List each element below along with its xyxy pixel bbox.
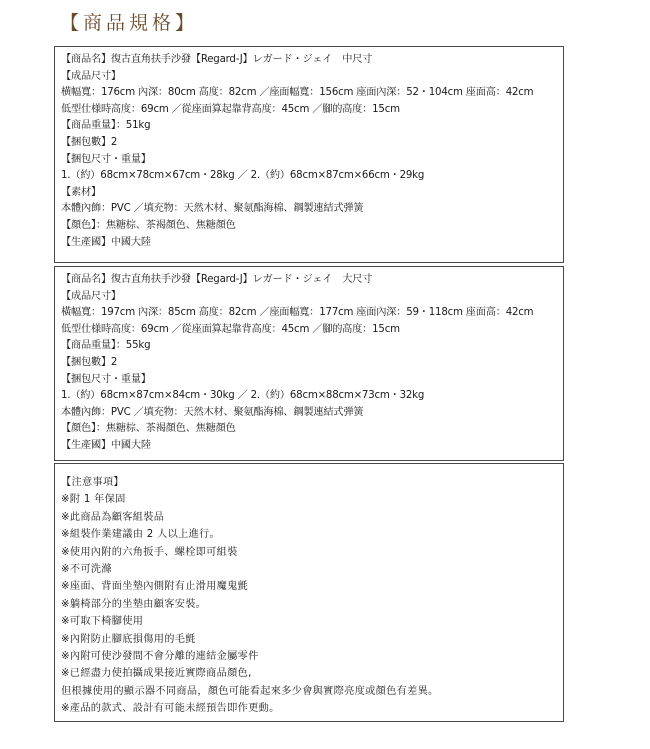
note-line: ※此商品為顧客組裝品 xyxy=(61,511,165,523)
spec-line: 【素材】 xyxy=(61,186,101,198)
note-line: ※內附可使沙發間不會分離的連結金屬零件 xyxy=(61,651,259,663)
note-line: ※內附防止腳底損傷用的毛氈 xyxy=(61,633,196,645)
spec-line: 低型仕様時高度：69cm ／從座面算起靠背高度：45cm ／腳的高度：15cm xyxy=(61,103,400,115)
spec-line: 横幅寬：176cm 內深：80cm 高度：82cm ／座面幅寬：156cm 座面內深：52・104cm 座面高：42cm xyxy=(61,87,534,99)
spec-line: 【捆包尺寸・重量】 xyxy=(61,153,151,165)
note-line: ※座面、背面坐墊內側附有止滑用魔鬼氈 xyxy=(61,581,249,593)
spec-line: 【商品名】復古直角扶手沙發【Regard-J】レガード・ジェイ 大尺寸 xyxy=(61,274,373,285)
spec-block-medium xyxy=(54,46,564,263)
note-line: ※使用內附的六角扳手、螺栓即可組裝 xyxy=(61,546,238,558)
note-line: 但根據使用的顯示器不同商品，顏色可能看起來多少會與實際亮度或顏色有差異。 xyxy=(61,685,439,697)
spec-line: 【捆包數】2 xyxy=(61,136,118,148)
spec-line: 低型仕様時高度：69cm ／從座面算起靠背高度：45cm ／腳的高度：15cm xyxy=(61,323,400,335)
note-line: 【注意事項】 xyxy=(61,477,124,488)
page-title: 【商品規格】 xyxy=(60,12,199,34)
note-line: ※組裝作業建議由 2 人以上進行。 xyxy=(61,529,221,541)
spec-line: 【顏色】：焦糖棕、茶褐顏色、焦糖顏色 xyxy=(61,423,236,435)
spec-line: 1.（約）68cm×87cm×84cm・30kg ／ 2.（約）68cm×88cm×73cm・32kg xyxy=(61,390,425,402)
spec-line: 本體內飾：PVC ／填充物：天然木材、聚氨酯海棉、鋼製連結式弾簧 xyxy=(61,406,364,418)
spec-line: 本體內飾：PVC ／填充物：天然木材、聚氨酯海棉、鋼製連結式弾簧 xyxy=(61,203,364,215)
spec-line: 【商品重量】：55kg xyxy=(61,340,151,352)
spec-line: 【成品尺寸】 xyxy=(61,70,121,82)
spec-line: 【捆包尺寸・重量】 xyxy=(61,373,151,385)
spec-line: 【商品重量】：51kg xyxy=(61,120,151,132)
note-line: ※不可洗滌 xyxy=(61,564,112,576)
note-line: ※附 1 年保固 xyxy=(61,494,126,506)
spec-line: 橫幅寬：197cm 內深：85cm 高度：82cm ／座面幅寬：177cm 座面內深：59・118cm 座面高：42cm xyxy=(61,307,534,319)
spec-line: 【成品尺寸】 xyxy=(61,290,121,302)
note-line: ※可取下椅腳使用 xyxy=(61,616,144,628)
spec-line: 【商品名】復古直角扶手沙發【Regard-J】レガード・ジェイ 中尺寸 xyxy=(61,54,373,65)
spec-line: 【顏色】：焦糖棕、茶褐顏色、焦糖顏色 xyxy=(61,219,236,231)
note-line: ※已經盡力使拍攝成果接近實際商品顏色, xyxy=(61,668,252,680)
spec-line: 【生產國】中國大陸 xyxy=(61,439,151,451)
notes-block xyxy=(54,463,564,722)
spec-line: 【捆包數】2 xyxy=(61,356,118,368)
note-line: ※產品的款式、設計有可能未經預告即作更動。 xyxy=(61,703,280,715)
note-line: ※躺椅部分的坐墊由顧客安裝。 xyxy=(61,598,207,610)
spec-line: 1.（約）68cm×78cm×67cm・28kg ／ 2.（約）68cm×87cm×66cm・29kg xyxy=(61,170,425,182)
spec-block-large xyxy=(54,266,564,461)
spec-line: 【生產國】中國大陸 xyxy=(61,236,151,248)
